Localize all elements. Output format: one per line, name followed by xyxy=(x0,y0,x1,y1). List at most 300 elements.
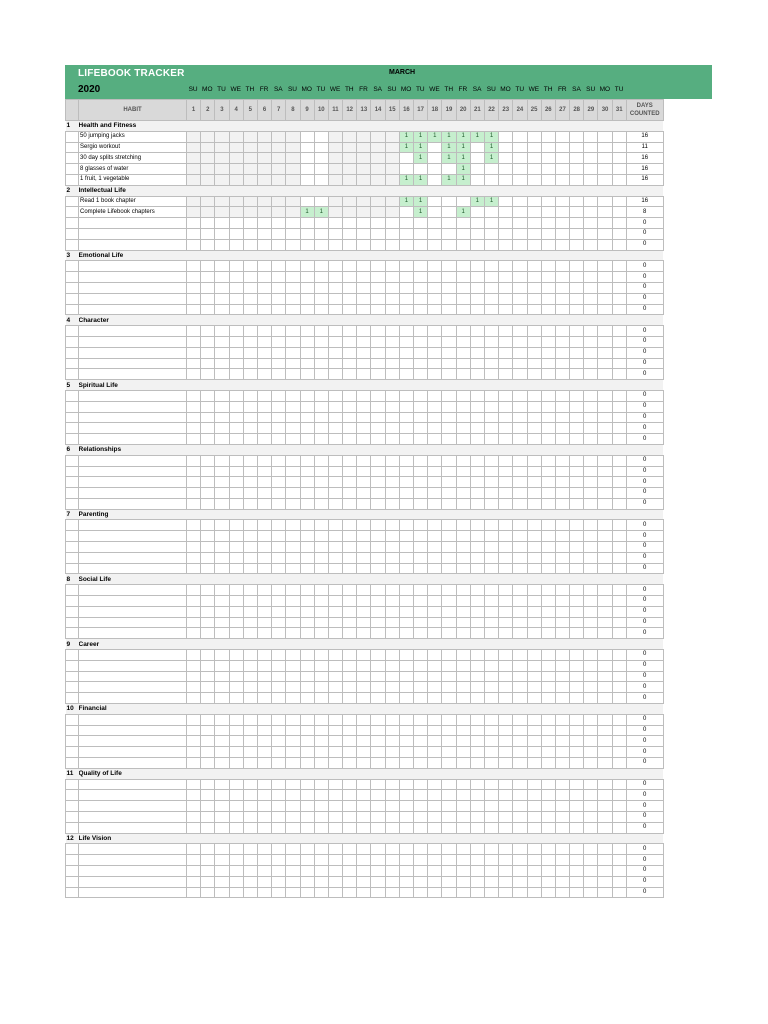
day-cell[interactable] xyxy=(300,218,314,229)
day-cell[interactable] xyxy=(570,455,584,466)
day-cell[interactable] xyxy=(314,596,328,607)
day-cell[interactable] xyxy=(414,617,428,628)
day-cell[interactable] xyxy=(314,142,328,153)
day-cell[interactable] xyxy=(541,347,555,358)
day-cell[interactable] xyxy=(385,196,399,207)
day-cell[interactable] xyxy=(201,347,215,358)
day-cell[interactable] xyxy=(399,520,413,531)
day-cell[interactable] xyxy=(257,401,271,412)
day-cell[interactable] xyxy=(414,531,428,542)
day-cell[interactable] xyxy=(612,498,626,509)
day-cell[interactable] xyxy=(555,153,569,164)
day-cell[interactable] xyxy=(470,477,484,488)
day-cell[interactable] xyxy=(527,228,541,239)
day-cell[interactable] xyxy=(541,660,555,671)
day-cell[interactable] xyxy=(555,801,569,812)
day-cell[interactable] xyxy=(343,293,357,304)
day-cell[interactable] xyxy=(414,747,428,758)
habit-name-cell[interactable] xyxy=(79,758,187,769)
day-cell[interactable] xyxy=(470,628,484,639)
day-cell[interactable] xyxy=(343,812,357,823)
habit-name-cell[interactable] xyxy=(79,844,187,855)
day-cell[interactable] xyxy=(328,650,342,661)
day-cell[interactable] xyxy=(484,822,498,833)
day-cell[interactable] xyxy=(201,714,215,725)
day-cell[interactable] xyxy=(428,272,442,283)
day-cell[interactable] xyxy=(215,758,229,769)
day-cell[interactable] xyxy=(484,347,498,358)
day-cell[interactable] xyxy=(584,628,598,639)
day-cell[interactable] xyxy=(343,347,357,358)
day-cell[interactable] xyxy=(357,542,371,553)
day-cell[interactable] xyxy=(484,844,498,855)
day-cell[interactable] xyxy=(229,747,243,758)
day-cell[interactable] xyxy=(201,272,215,283)
day-cell[interactable] xyxy=(300,423,314,434)
day-cell[interactable] xyxy=(499,466,513,477)
day-cell[interactable] xyxy=(229,272,243,283)
day-cell[interactable] xyxy=(541,531,555,542)
day-cell[interactable] xyxy=(187,606,201,617)
day-cell[interactable] xyxy=(371,347,385,358)
day-cell[interactable] xyxy=(442,660,456,671)
day-cell[interactable] xyxy=(229,164,243,175)
day-cell[interactable] xyxy=(570,865,584,876)
day-cell[interactable] xyxy=(300,563,314,574)
day-cell[interactable] xyxy=(300,142,314,153)
day-cell[interactable] xyxy=(428,358,442,369)
day-cell[interactable] xyxy=(286,347,300,358)
day-cell[interactable] xyxy=(215,552,229,563)
day-cell[interactable] xyxy=(541,218,555,229)
day-cell[interactable] xyxy=(385,682,399,693)
day-cell[interactable] xyxy=(399,347,413,358)
day-cell[interactable] xyxy=(187,736,201,747)
day-cell[interactable] xyxy=(314,131,328,142)
day-cell[interactable] xyxy=(414,606,428,617)
day-cell[interactable] xyxy=(385,228,399,239)
day-cell[interactable] xyxy=(343,758,357,769)
day-cell[interactable] xyxy=(612,261,626,272)
day-cell[interactable] xyxy=(541,455,555,466)
day-cell[interactable] xyxy=(257,736,271,747)
day-cell[interactable] xyxy=(527,606,541,617)
day-cell[interactable] xyxy=(243,779,257,790)
day-cell[interactable]: 1 xyxy=(456,164,470,175)
day-cell[interactable] xyxy=(300,153,314,164)
day-cell[interactable] xyxy=(499,174,513,185)
day-cell[interactable] xyxy=(215,542,229,553)
habit-name-cell[interactable] xyxy=(79,272,187,283)
day-cell[interactable] xyxy=(187,488,201,499)
day-cell[interactable] xyxy=(555,747,569,758)
day-cell[interactable] xyxy=(385,261,399,272)
day-cell[interactable] xyxy=(456,682,470,693)
day-cell[interactable] xyxy=(300,358,314,369)
day-cell[interactable] xyxy=(470,758,484,769)
day-cell[interactable] xyxy=(499,887,513,898)
day-cell[interactable] xyxy=(343,369,357,380)
day-cell[interactable] xyxy=(385,660,399,671)
day-cell[interactable] xyxy=(442,455,456,466)
day-cell[interactable] xyxy=(499,196,513,207)
day-cell[interactable] xyxy=(399,369,413,380)
day-cell[interactable] xyxy=(343,650,357,661)
day-cell[interactable] xyxy=(215,520,229,531)
day-cell[interactable] xyxy=(527,369,541,380)
day-cell[interactable] xyxy=(442,736,456,747)
day-cell[interactable] xyxy=(612,779,626,790)
day-cell[interactable] xyxy=(584,239,598,250)
day-cell[interactable] xyxy=(215,585,229,596)
day-cell[interactable] xyxy=(300,822,314,833)
day-cell[interactable] xyxy=(272,779,286,790)
day-cell[interactable] xyxy=(428,455,442,466)
day-cell[interactable] xyxy=(399,671,413,682)
day-cell[interactable] xyxy=(499,218,513,229)
day-cell[interactable] xyxy=(286,682,300,693)
day-cell[interactable] xyxy=(470,336,484,347)
day-cell[interactable] xyxy=(215,423,229,434)
day-cell[interactable] xyxy=(314,887,328,898)
day-cell[interactable] xyxy=(257,207,271,218)
day-cell[interactable] xyxy=(399,822,413,833)
day-cell[interactable] xyxy=(527,617,541,628)
day-cell[interactable] xyxy=(215,779,229,790)
habit-name-cell[interactable] xyxy=(79,488,187,499)
day-cell[interactable] xyxy=(272,876,286,887)
day-cell[interactable] xyxy=(570,617,584,628)
day-cell[interactable] xyxy=(272,336,286,347)
day-cell[interactable] xyxy=(385,736,399,747)
day-cell[interactable] xyxy=(371,228,385,239)
day-cell[interactable] xyxy=(513,164,527,175)
day-cell[interactable] xyxy=(286,401,300,412)
day-cell[interactable] xyxy=(442,164,456,175)
day-cell[interactable] xyxy=(484,758,498,769)
day-cell[interactable] xyxy=(499,142,513,153)
day-cell[interactable] xyxy=(399,617,413,628)
day-cell[interactable] xyxy=(243,218,257,229)
day-cell[interactable] xyxy=(300,660,314,671)
day-cell[interactable] xyxy=(314,876,328,887)
day-cell[interactable] xyxy=(456,812,470,823)
day-cell[interactable] xyxy=(257,758,271,769)
day-cell[interactable] xyxy=(541,585,555,596)
day-cell[interactable] xyxy=(371,822,385,833)
day-cell[interactable] xyxy=(371,401,385,412)
day-cell[interactable] xyxy=(470,606,484,617)
day-cell[interactable] xyxy=(357,714,371,725)
day-cell[interactable] xyxy=(442,239,456,250)
day-cell[interactable] xyxy=(442,272,456,283)
day-cell[interactable] xyxy=(229,876,243,887)
day-cell[interactable] xyxy=(385,628,399,639)
day-cell[interactable] xyxy=(513,336,527,347)
habit-name-cell[interactable] xyxy=(79,822,187,833)
day-cell[interactable] xyxy=(187,531,201,542)
day-cell[interactable] xyxy=(414,693,428,704)
day-cell[interactable] xyxy=(328,174,342,185)
day-cell[interactable] xyxy=(286,326,300,337)
day-cell[interactable] xyxy=(399,498,413,509)
day-cell[interactable] xyxy=(371,174,385,185)
day-cell[interactable] xyxy=(484,542,498,553)
day-cell[interactable] xyxy=(428,261,442,272)
day-cell[interactable] xyxy=(272,585,286,596)
day-cell[interactable] xyxy=(201,876,215,887)
day-cell[interactable] xyxy=(414,218,428,229)
day-cell[interactable] xyxy=(357,336,371,347)
day-cell[interactable] xyxy=(484,628,498,639)
day-cell[interactable] xyxy=(541,779,555,790)
day-cell[interactable] xyxy=(215,628,229,639)
day-cell[interactable] xyxy=(456,628,470,639)
day-cell[interactable] xyxy=(187,671,201,682)
day-cell[interactable] xyxy=(513,228,527,239)
day-cell[interactable] xyxy=(598,326,612,337)
day-cell[interactable] xyxy=(570,282,584,293)
day-cell[interactable] xyxy=(328,596,342,607)
day-cell[interactable] xyxy=(570,304,584,315)
day-cell[interactable] xyxy=(527,585,541,596)
day-cell[interactable] xyxy=(300,887,314,898)
day-cell[interactable] xyxy=(584,142,598,153)
day-cell[interactable] xyxy=(343,142,357,153)
day-cell[interactable] xyxy=(385,552,399,563)
day-cell[interactable] xyxy=(541,790,555,801)
day-cell[interactable] xyxy=(357,228,371,239)
day-cell[interactable] xyxy=(229,520,243,531)
day-cell[interactable] xyxy=(612,628,626,639)
day-cell[interactable] xyxy=(343,865,357,876)
day-cell[interactable] xyxy=(286,693,300,704)
day-cell[interactable] xyxy=(357,855,371,866)
day-cell[interactable] xyxy=(314,412,328,423)
day-cell[interactable] xyxy=(541,261,555,272)
habit-name-cell[interactable] xyxy=(79,498,187,509)
day-cell[interactable] xyxy=(442,358,456,369)
day-cell[interactable]: 1 xyxy=(399,142,413,153)
day-cell[interactable] xyxy=(555,466,569,477)
day-cell[interactable] xyxy=(513,542,527,553)
day-cell[interactable] xyxy=(229,887,243,898)
day-cell[interactable] xyxy=(300,758,314,769)
day-cell[interactable] xyxy=(272,596,286,607)
day-cell[interactable] xyxy=(385,293,399,304)
day-cell[interactable] xyxy=(257,628,271,639)
day-cell[interactable] xyxy=(272,628,286,639)
day-cell[interactable] xyxy=(328,434,342,445)
day-cell[interactable] xyxy=(399,812,413,823)
day-cell[interactable] xyxy=(414,423,428,434)
day-cell[interactable]: 1 xyxy=(428,131,442,142)
day-cell[interactable] xyxy=(229,812,243,823)
day-cell[interactable] xyxy=(499,779,513,790)
day-cell[interactable] xyxy=(357,239,371,250)
day-cell[interactable] xyxy=(229,585,243,596)
habit-name-cell[interactable]: Read 1 book chapter xyxy=(79,196,187,207)
day-cell[interactable] xyxy=(300,736,314,747)
day-cell[interactable] xyxy=(371,865,385,876)
day-cell[interactable] xyxy=(385,401,399,412)
day-cell[interactable] xyxy=(541,466,555,477)
day-cell[interactable] xyxy=(243,747,257,758)
day-cell[interactable] xyxy=(187,239,201,250)
day-cell[interactable] xyxy=(414,347,428,358)
day-cell[interactable] xyxy=(399,563,413,574)
day-cell[interactable] xyxy=(357,606,371,617)
day-cell[interactable] xyxy=(584,272,598,283)
day-cell[interactable] xyxy=(229,434,243,445)
day-cell[interactable] xyxy=(243,693,257,704)
day-cell[interactable] xyxy=(286,758,300,769)
day-cell[interactable] xyxy=(612,293,626,304)
day-cell[interactable] xyxy=(201,552,215,563)
day-cell[interactable] xyxy=(484,326,498,337)
day-cell[interactable] xyxy=(272,714,286,725)
day-cell[interactable] xyxy=(470,326,484,337)
day-cell[interactable] xyxy=(243,790,257,801)
day-cell[interactable] xyxy=(570,347,584,358)
day-cell[interactable] xyxy=(555,142,569,153)
day-cell[interactable] xyxy=(300,520,314,531)
day-cell[interactable] xyxy=(612,477,626,488)
day-cell[interactable] xyxy=(584,326,598,337)
day-cell[interactable] xyxy=(371,261,385,272)
day-cell[interactable] xyxy=(343,498,357,509)
day-cell[interactable] xyxy=(541,682,555,693)
day-cell[interactable] xyxy=(470,865,484,876)
day-cell[interactable] xyxy=(286,563,300,574)
day-cell[interactable] xyxy=(499,725,513,736)
day-cell[interactable] xyxy=(584,466,598,477)
day-cell[interactable] xyxy=(399,790,413,801)
day-cell[interactable] xyxy=(555,542,569,553)
day-cell[interactable] xyxy=(257,812,271,823)
day-cell[interactable] xyxy=(598,401,612,412)
day-cell[interactable] xyxy=(300,671,314,682)
day-cell[interactable] xyxy=(328,628,342,639)
day-cell[interactable] xyxy=(513,693,527,704)
day-cell[interactable] xyxy=(414,293,428,304)
day-cell[interactable] xyxy=(513,650,527,661)
day-cell[interactable] xyxy=(201,358,215,369)
day-cell[interactable] xyxy=(555,131,569,142)
day-cell[interactable] xyxy=(527,682,541,693)
day-cell[interactable] xyxy=(243,628,257,639)
day-cell[interactable] xyxy=(243,174,257,185)
day-cell[interactable] xyxy=(257,304,271,315)
day-cell[interactable] xyxy=(584,758,598,769)
day-cell[interactable] xyxy=(328,758,342,769)
day-cell[interactable] xyxy=(570,477,584,488)
day-cell[interactable] xyxy=(584,293,598,304)
day-cell[interactable] xyxy=(343,606,357,617)
day-cell[interactable] xyxy=(257,693,271,704)
day-cell[interactable] xyxy=(286,196,300,207)
day-cell[interactable] xyxy=(612,282,626,293)
day-cell[interactable] xyxy=(371,498,385,509)
day-cell[interactable] xyxy=(286,801,300,812)
day-cell[interactable] xyxy=(201,585,215,596)
day-cell[interactable] xyxy=(243,153,257,164)
day-cell[interactable] xyxy=(612,606,626,617)
habit-name-cell[interactable] xyxy=(79,779,187,790)
day-cell[interactable] xyxy=(385,812,399,823)
day-cell[interactable] xyxy=(215,174,229,185)
day-cell[interactable] xyxy=(527,272,541,283)
day-cell[interactable] xyxy=(314,218,328,229)
day-cell[interactable] xyxy=(584,650,598,661)
day-cell[interactable] xyxy=(513,671,527,682)
day-cell[interactable] xyxy=(484,434,498,445)
day-cell[interactable]: 1 xyxy=(399,196,413,207)
day-cell[interactable] xyxy=(598,390,612,401)
day-cell[interactable] xyxy=(499,758,513,769)
day-cell[interactable] xyxy=(570,542,584,553)
day-cell[interactable] xyxy=(328,272,342,283)
day-cell[interactable] xyxy=(555,628,569,639)
day-cell[interactable] xyxy=(499,207,513,218)
day-cell[interactable] xyxy=(385,822,399,833)
day-cell[interactable] xyxy=(541,196,555,207)
day-cell[interactable] xyxy=(300,747,314,758)
day-cell[interactable] xyxy=(442,779,456,790)
day-cell[interactable]: 1 xyxy=(300,207,314,218)
day-cell[interactable]: 1 xyxy=(399,131,413,142)
day-cell[interactable] xyxy=(598,369,612,380)
day-cell[interactable] xyxy=(343,239,357,250)
day-cell[interactable]: 1 xyxy=(414,142,428,153)
day-cell[interactable] xyxy=(570,390,584,401)
habit-name-cell[interactable] xyxy=(79,650,187,661)
day-cell[interactable] xyxy=(456,585,470,596)
day-cell[interactable] xyxy=(257,390,271,401)
day-cell[interactable] xyxy=(371,542,385,553)
day-cell[interactable] xyxy=(484,401,498,412)
habit-name-cell[interactable]: Sergio workout xyxy=(79,142,187,153)
day-cell[interactable] xyxy=(598,412,612,423)
day-cell[interactable] xyxy=(272,261,286,272)
day-cell[interactable] xyxy=(527,714,541,725)
day-cell[interactable] xyxy=(484,585,498,596)
day-cell[interactable] xyxy=(286,358,300,369)
day-cell[interactable] xyxy=(428,218,442,229)
day-cell[interactable] xyxy=(201,434,215,445)
day-cell[interactable] xyxy=(328,466,342,477)
day-cell[interactable] xyxy=(357,660,371,671)
day-cell[interactable] xyxy=(343,887,357,898)
day-cell[interactable] xyxy=(399,876,413,887)
day-cell[interactable] xyxy=(470,347,484,358)
day-cell[interactable] xyxy=(371,747,385,758)
day-cell[interactable] xyxy=(243,228,257,239)
day-cell[interactable] xyxy=(470,466,484,477)
habit-name-cell[interactable] xyxy=(79,801,187,812)
day-cell[interactable] xyxy=(499,304,513,315)
day-cell[interactable] xyxy=(314,498,328,509)
day-cell[interactable] xyxy=(527,660,541,671)
day-cell[interactable] xyxy=(314,736,328,747)
day-cell[interactable] xyxy=(215,606,229,617)
day-cell[interactable] xyxy=(343,682,357,693)
day-cell[interactable]: 1 xyxy=(484,153,498,164)
day-cell[interactable] xyxy=(428,693,442,704)
day-cell[interactable] xyxy=(527,844,541,855)
day-cell[interactable] xyxy=(527,628,541,639)
day-cell[interactable] xyxy=(456,293,470,304)
